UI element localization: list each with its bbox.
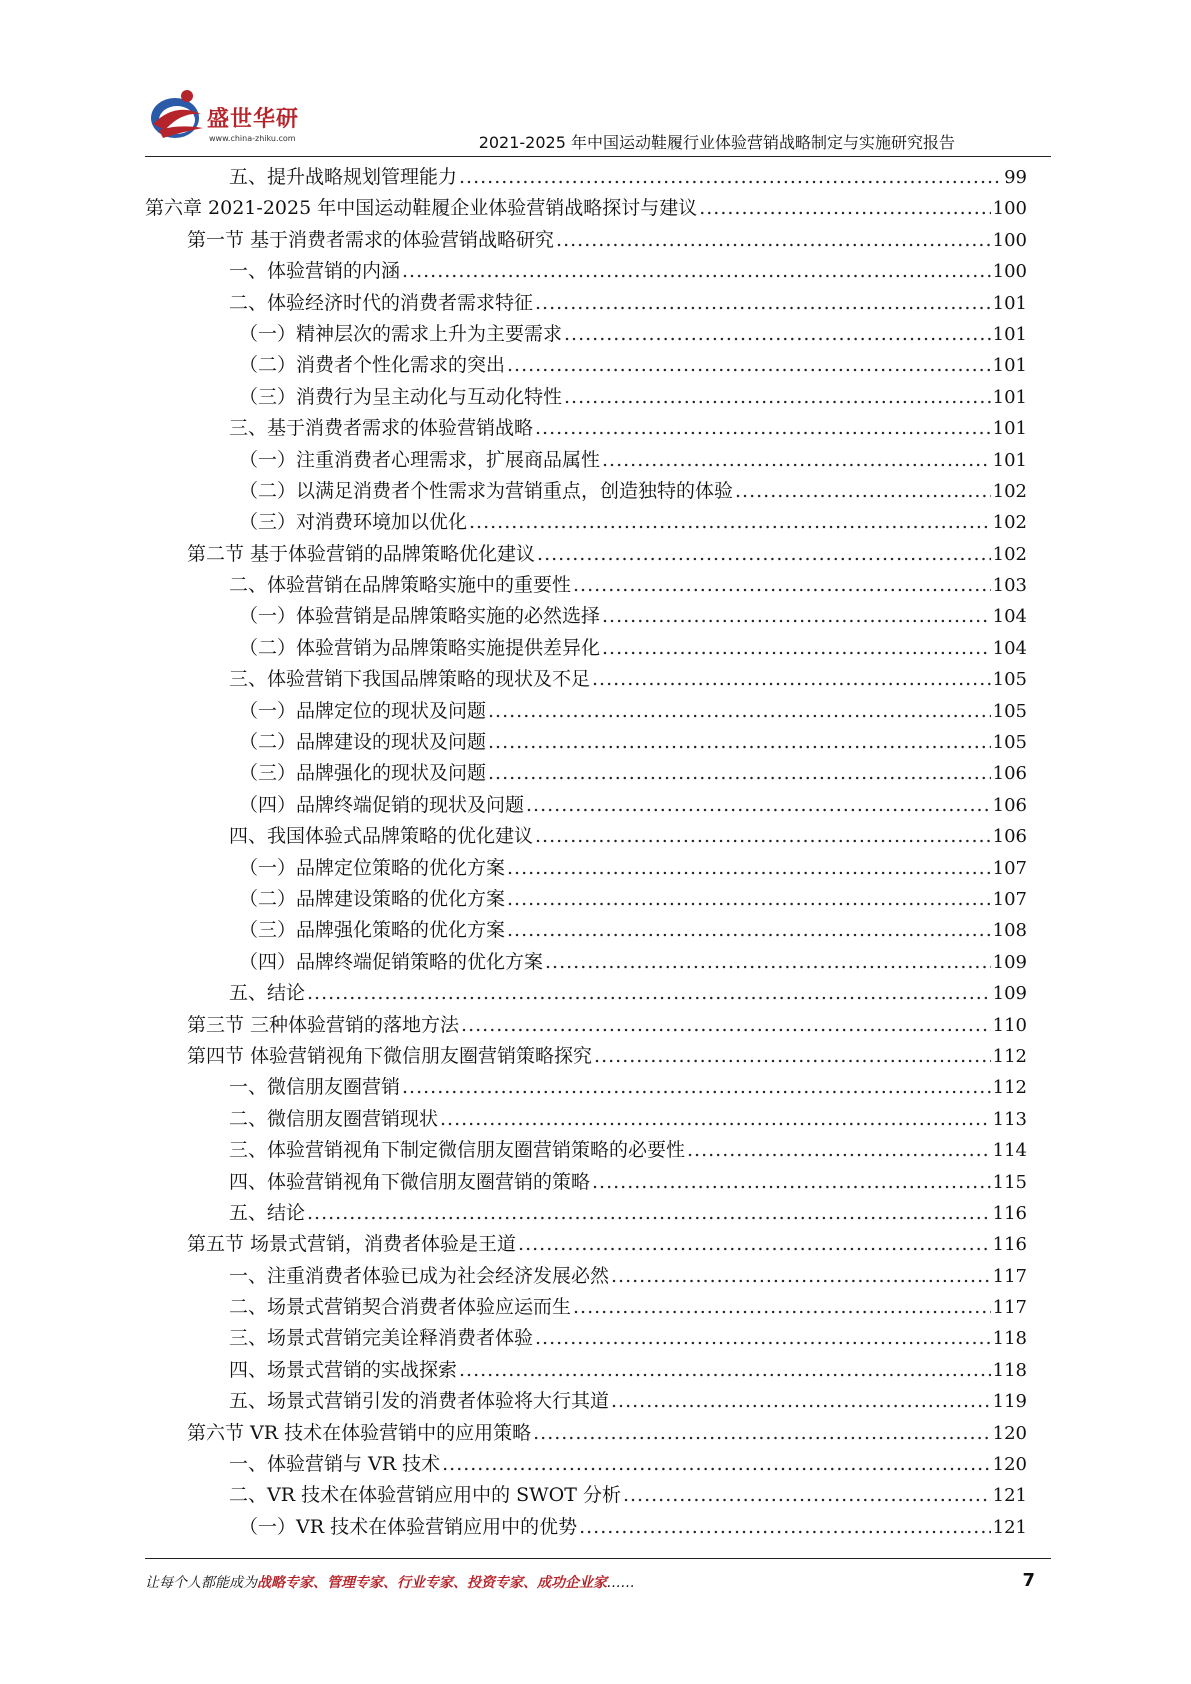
toc-leader-dots <box>594 1041 991 1072</box>
toc-entry-label: 第六章 2021-2025 年中国运动鞋履企业体验营销战略探讨与建议 <box>145 197 698 220</box>
toc-entry-page: 109 <box>992 983 1027 1005</box>
toc-entry[interactable] <box>145 476 1027 507</box>
toc-entry[interactable] <box>145 288 1027 319</box>
toc-entry-page: 100 <box>992 198 1027 220</box>
toc-leader-dots <box>545 947 991 978</box>
toc-entry[interactable] <box>145 1198 1027 1229</box>
toc-entry-page: 121 <box>992 1485 1027 1507</box>
toc-entry-label: （一）VR 技术在体验营销应用中的优势 <box>239 1515 578 1538</box>
toc-leader-dots <box>461 1010 991 1041</box>
toc-leader-dots <box>564 382 991 413</box>
header-divider <box>145 156 1051 157</box>
toc-entry-label: 一、注重消费者体验已成为社会经济发展必然 <box>229 1264 610 1287</box>
toc-entry-label: 一、微信朋友圈营销 <box>229 1076 401 1099</box>
toc-entry-label: 一、体验营销与 VR 技术 <box>229 1453 441 1476</box>
toc-entry-label: 三、基于消费者需求的体验营销战略 <box>229 417 534 440</box>
toc-entry[interactable] <box>145 162 1027 193</box>
toc-entry-label: （二）品牌建设策略的优化方案 <box>239 887 506 910</box>
toc-entry-page: 117 <box>992 1297 1027 1319</box>
toc-entry-page: 107 <box>992 888 1027 910</box>
toc-entry-label: （三）品牌强化的现状及问题 <box>239 762 487 785</box>
toc-entry-page: 114 <box>992 1140 1027 1162</box>
slogan-prefix: 让每个人都能成为 <box>145 1575 257 1591</box>
toc-entry[interactable] <box>145 790 1027 821</box>
toc-entry-page: 101 <box>992 418 1027 440</box>
toc-leader-dots <box>488 727 991 758</box>
toc-entry-page: 118 <box>992 1328 1027 1350</box>
toc-entry-label: （一）精神层次的需求上升为主要需求 <box>239 322 563 345</box>
toc-entry-page: 101 <box>992 449 1027 471</box>
toc-leader-dots <box>611 1261 991 1292</box>
toc-leader-dots <box>440 1104 991 1135</box>
toc-leader-dots <box>573 570 991 601</box>
table-of-contents <box>145 162 1027 1543</box>
toc-entry[interactable] <box>145 696 1027 727</box>
toc-entry[interactable] <box>145 1323 1027 1354</box>
toc-entry-page: 100 <box>992 229 1027 251</box>
toc-entry[interactable] <box>145 1480 1027 1511</box>
toc-entry-page: 102 <box>992 480 1027 502</box>
toc-entry-page: 106 <box>992 826 1027 848</box>
toc-leader-dots <box>611 1386 991 1417</box>
toc-entry[interactable] <box>145 1418 1027 1449</box>
slogan-suffix: …… <box>607 1575 635 1591</box>
toc-leader-dots <box>507 884 991 915</box>
toc-leader-dots <box>442 1449 991 1480</box>
toc-entry-page: 102 <box>992 512 1027 534</box>
toc-leader-dots <box>488 758 991 789</box>
toc-entry-page: 109 <box>992 951 1027 973</box>
toc-entry[interactable] <box>145 1135 1027 1166</box>
toc-entry-page: 102 <box>992 543 1027 565</box>
toc-entry[interactable] <box>145 664 1027 695</box>
toc-entry-page: 104 <box>992 637 1027 659</box>
company-logo <box>145 84 315 144</box>
toc-entry-page: 101 <box>992 323 1027 345</box>
toc-entry-label: 第五节 场景式营销，消费者体验是王道 <box>187 1233 517 1256</box>
toc-entry-label: 二、场景式营销契合消费者体验应运而生 <box>229 1296 572 1319</box>
toc-entry-label: 五、提升战略规划管理能力 <box>229 166 458 188</box>
toc-entry-label: （三）品牌强化策略的优化方案 <box>239 919 506 942</box>
toc-leader-dots <box>518 1229 991 1260</box>
toc-entry-page: 112 <box>992 1077 1027 1099</box>
toc-entry-page: 115 <box>992 1171 1027 1193</box>
toc-entry-label: 五、结论 <box>229 1201 306 1224</box>
toc-leader-dots <box>602 445 991 476</box>
toc-entry[interactable] <box>145 256 1027 287</box>
toc-leader-dots <box>507 350 991 381</box>
footer-slogan <box>145 1572 635 1592</box>
toc-entry-page: 105 <box>992 700 1027 722</box>
toc-leader-dots <box>507 853 991 884</box>
toc-entry-label: 第三节 三种体验营销的落地方法 <box>187 1013 460 1036</box>
toc-leader-dots <box>402 1072 991 1103</box>
toc-entry-page: 105 <box>992 732 1027 754</box>
footer-divider <box>145 1558 1051 1559</box>
toc-entry[interactable] <box>145 539 1027 570</box>
report-title: 2021-2025 年中国运动鞋履行业体验营销战略制定与实施研究报告 <box>478 133 955 152</box>
toc-entry-label: 第一节 基于消费者需求的体验营销战略研究 <box>187 228 555 251</box>
logo-url: www.china-zhiku.com <box>209 134 296 143</box>
toc-entry-label: （二）品牌建设的现状及问题 <box>239 731 487 754</box>
toc-entry[interactable] <box>145 382 1027 413</box>
toc-entry-label: （三）消费行为呈主动化与互动化特性 <box>239 385 563 408</box>
toc-leader-dots <box>459 1355 991 1386</box>
toc-entry-page: 99 <box>1004 167 1027 188</box>
toc-leader-dots <box>564 319 991 350</box>
toc-leader-dots <box>535 288 991 319</box>
toc-entry-label: （二）消费者个性化需求的突出 <box>239 354 506 377</box>
toc-entry-page: 104 <box>992 606 1027 628</box>
toc-entry-label: 三、场景式营销完美诠释消费者体验 <box>229 1327 534 1350</box>
toc-entry-page: 101 <box>992 386 1027 408</box>
toc-entry[interactable] <box>145 853 1027 884</box>
toc-leader-dots <box>535 1323 991 1354</box>
toc-entry-page: 116 <box>992 1202 1027 1224</box>
toc-entry-page: 100 <box>992 261 1027 283</box>
toc-leader-dots <box>623 1480 991 1511</box>
toc-entry-label: 四、场景式营销的实战探索 <box>229 1358 458 1381</box>
page-header <box>145 80 1051 154</box>
toc-entry-label: （一）品牌定位策略的优化方案 <box>239 856 506 879</box>
toc-leader-dots <box>537 539 991 570</box>
toc-entry-label: 一、体验营销的内涵 <box>229 260 401 283</box>
toc-entry-label: （一）注重消费者心理需求，扩展商品属性 <box>239 448 601 471</box>
toc-entry-page: 106 <box>992 794 1027 816</box>
toc-entry[interactable] <box>145 633 1027 664</box>
toc-entry-label: 二、VR 技术在体验营销应用中的 SWOT 分析 <box>229 1484 621 1507</box>
toc-entry-label: （二）体验营销为品牌策略实施提供差异化 <box>239 636 601 659</box>
toc-entry-page: 101 <box>992 355 1027 377</box>
toc-leader-dots <box>556 225 991 256</box>
toc-entry-page: 121 <box>992 1516 1027 1538</box>
toc-entry-label: 第二节 基于体验营销的品牌策略优化建议 <box>187 542 536 565</box>
toc-leader-dots <box>735 476 991 507</box>
toc-leader-dots <box>535 413 991 444</box>
toc-entry-label: 五、场景式营销引发的消费者体验将大行其道 <box>229 1390 610 1413</box>
toc-leader-dots <box>579 1512 991 1543</box>
slogan-highlight: 战略专家、管理专家、行业专家、投资专家、成功企业家 <box>257 1575 607 1591</box>
page-footer <box>145 1568 1051 1598</box>
toc-entry-label: （三）对消费环境加以优化 <box>239 511 468 534</box>
toc-entry[interactable] <box>145 1261 1027 1292</box>
toc-entry-label: （四）品牌终端促销的现状及问题 <box>239 793 525 816</box>
toc-entry-label: （一）品牌定位的现状及问题 <box>239 699 487 722</box>
toc-entry[interactable] <box>145 1292 1027 1323</box>
toc-entry[interactable] <box>145 1386 1027 1417</box>
toc-leader-dots <box>573 1292 991 1323</box>
logo-mark-icon <box>145 84 209 144</box>
toc-entry[interactable] <box>145 507 1027 538</box>
toc-entry-label: 第六节 VR 技术在体验营销中的应用策略 <box>187 1421 532 1444</box>
toc-entry-page: 106 <box>992 763 1027 785</box>
toc-entry-page: 103 <box>992 575 1027 597</box>
toc-entry[interactable] <box>145 570 1027 601</box>
toc-entry-page: 112 <box>992 1045 1027 1067</box>
toc-entry-label: 四、体验营销视角下微信朋友圈营销的策略 <box>229 1170 591 1193</box>
toc-entry-page: 116 <box>992 1234 1027 1256</box>
toc-entry[interactable] <box>145 319 1027 350</box>
toc-entry[interactable] <box>145 1167 1027 1198</box>
toc-entry-page: 105 <box>992 669 1027 691</box>
toc-entry[interactable] <box>145 193 1027 224</box>
toc-leader-dots <box>469 507 991 538</box>
toc-leader-dots <box>592 664 991 695</box>
toc-entry[interactable] <box>145 1512 1027 1543</box>
toc-entry-page: 117 <box>992 1265 1027 1287</box>
toc-leader-dots <box>402 256 991 287</box>
toc-entry-label: 二、体验经济时代的消费者需求特征 <box>229 291 534 314</box>
toc-entry-page: 119 <box>992 1391 1027 1413</box>
toc-entry[interactable] <box>145 947 1027 978</box>
toc-entry-page: 101 <box>992 292 1027 314</box>
toc-entry-label: 三、体验营销下我国品牌策略的现状及不足 <box>229 668 591 691</box>
toc-entry-label: 二、体验营销在品牌策略实施中的重要性 <box>229 574 572 597</box>
toc-entry[interactable] <box>145 1229 1027 1260</box>
toc-entry-page: 120 <box>992 1422 1027 1444</box>
toc-leader-dots <box>602 633 991 664</box>
toc-entry-label: 五、结论 <box>229 982 306 1005</box>
toc-leader-dots <box>602 601 991 632</box>
logo-name: 盛世华研 <box>207 107 300 132</box>
toc-entry[interactable] <box>145 884 1027 915</box>
toc-leader-dots <box>307 978 991 1009</box>
toc-entry[interactable] <box>145 1041 1027 1072</box>
toc-entry-label: （二）以满足消费者个性需求为营销重点，创造独特的体验 <box>239 479 734 502</box>
toc-entry-label: （四）品牌终端促销策略的优化方案 <box>239 950 544 973</box>
toc-entry-page: 108 <box>992 920 1027 942</box>
toc-entry-page: 113 <box>992 1108 1027 1130</box>
toc-entry-label: 第四节 体验营销视角下微信朋友圈营销策略探究 <box>187 1044 593 1067</box>
toc-entry-label: 三、体验营销视角下制定微信朋友圈营销策略的必要性 <box>229 1139 686 1162</box>
toc-entry[interactable] <box>145 1355 1027 1386</box>
toc-entry-page: 107 <box>992 857 1027 879</box>
toc-entry[interactable] <box>145 413 1027 444</box>
toc-entry-page: 110 <box>992 1014 1027 1036</box>
toc-entry[interactable] <box>145 821 1027 852</box>
toc-leader-dots <box>535 821 991 852</box>
toc-entry[interactable] <box>145 601 1027 632</box>
toc-entry-page: 118 <box>992 1359 1027 1381</box>
toc-leader-dots <box>488 696 991 727</box>
toc-leader-dots <box>507 915 991 946</box>
toc-entry[interactable] <box>145 978 1027 1009</box>
toc-entry[interactable] <box>145 1072 1027 1103</box>
toc-leader-dots <box>687 1135 991 1166</box>
toc-entry[interactable] <box>145 225 1027 256</box>
toc-entry[interactable] <box>145 758 1027 789</box>
toc-entry[interactable] <box>145 350 1027 381</box>
toc-entry[interactable] <box>145 915 1027 946</box>
toc-leader-dots <box>307 1198 991 1229</box>
toc-entry-label: （一）体验营销是品牌策略实施的必然选择 <box>239 605 601 628</box>
toc-entry[interactable] <box>145 445 1027 476</box>
toc-leader-dots <box>533 1418 991 1449</box>
toc-entry[interactable] <box>145 1104 1027 1135</box>
toc-entry-page: 120 <box>992 1454 1027 1476</box>
toc-entry[interactable] <box>145 1449 1027 1480</box>
toc-leader-dots <box>459 162 1002 193</box>
toc-leader-dots <box>592 1167 991 1198</box>
toc-entry-label: 二、微信朋友圈营销现状 <box>229 1107 439 1130</box>
toc-leader-dots <box>526 790 991 821</box>
page-number: 7 <box>1022 1570 1035 1591</box>
toc-entry-label: 四、我国体验式品牌策略的优化建议 <box>229 825 534 848</box>
toc-entry[interactable] <box>145 727 1027 758</box>
toc-entry[interactable] <box>145 1010 1027 1041</box>
toc-leader-dots <box>699 193 990 224</box>
